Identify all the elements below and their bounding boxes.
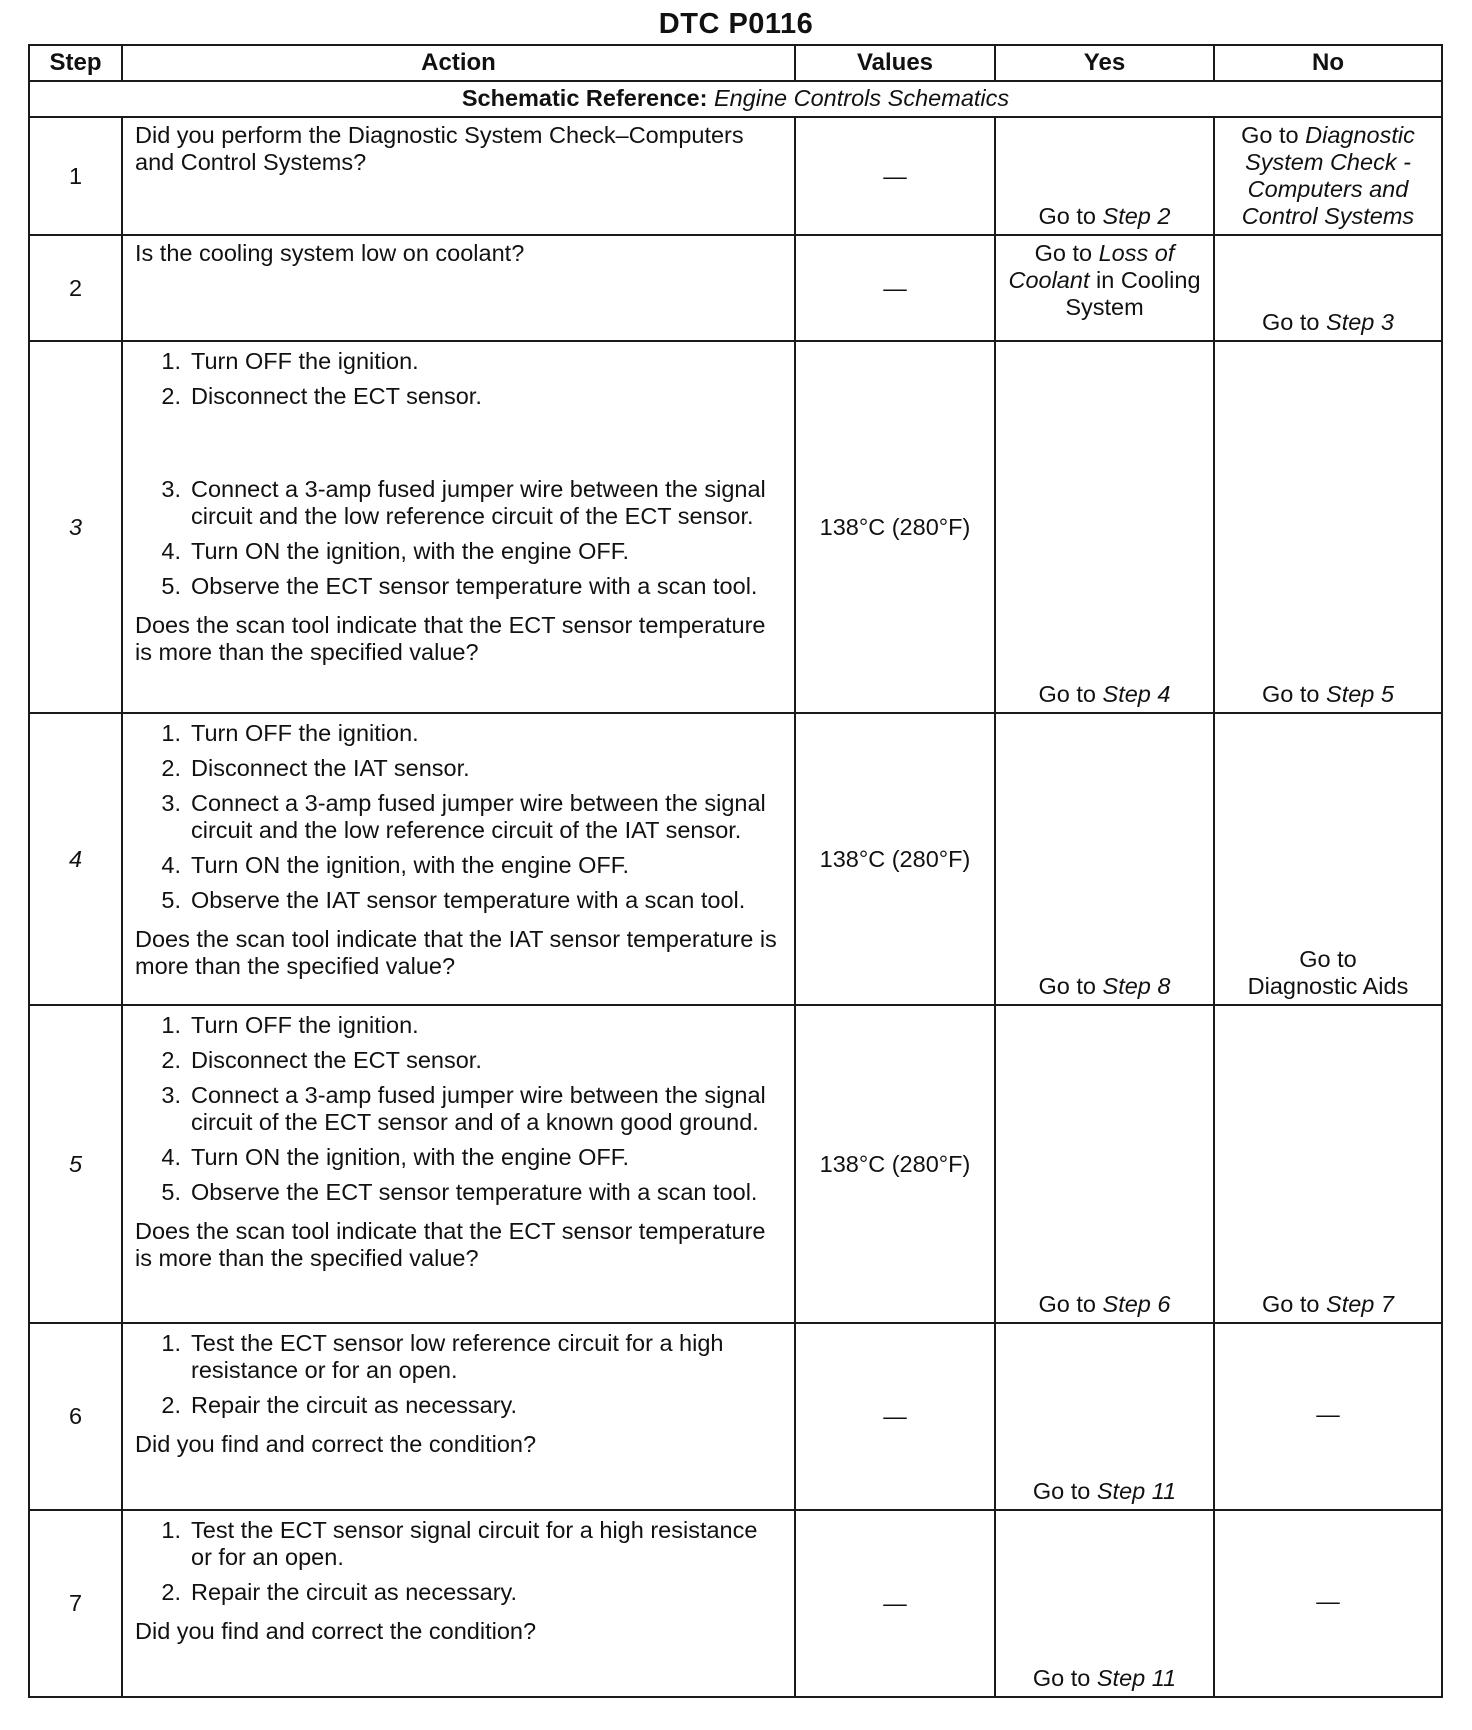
action-question: Does the scan tool indicate that the ECT sensor temperature is more than the specified value?: [135, 612, 766, 666]
yes-link[interactable]: Step 2: [1102, 203, 1171, 230]
action-step: 2. Repair the circuit as necessary.: [161, 1579, 518, 1606]
yes-prefix: Go to: [1038, 973, 1096, 1000]
action-step: 1. Turn OFF the ignition.: [161, 348, 419, 375]
yes-link[interactable]: Step 11: [1096, 1665, 1177, 1692]
value-cell: 138°C (280°F): [795, 341, 995, 713]
yes-link[interactable]: Loss of Coolant: [1008, 240, 1175, 294]
action-cell: [122, 1005, 795, 1323]
no-prefix: Go to: [1299, 946, 1357, 973]
table-row: [29, 1510, 1442, 1697]
value-cell: 138°C (280°F): [795, 1005, 995, 1323]
action-question: Does the scan tool indicate that the IAT sensor temperature is more than the specified value?: [135, 926, 777, 980]
no-cell: [1214, 713, 1442, 1005]
step-number: 1: [29, 117, 122, 235]
no-cell: [1214, 341, 1442, 713]
schematic-reference-link[interactable]: Engine Controls Schematics: [713, 85, 1010, 112]
table-row: [29, 1005, 1442, 1323]
table-row: [29, 1323, 1442, 1510]
action-step: 4. Turn ON the ignition, with the engine OFF.: [161, 852, 630, 879]
value-cell: 138°C (280°F): [795, 713, 995, 1005]
yes-link[interactable]: Step 8: [1102, 973, 1171, 1000]
no-cell: [1214, 1005, 1442, 1323]
yes-cell: [995, 235, 1214, 341]
schematic-reference-label: Schematic Reference:: [461, 85, 708, 112]
yes-cell: [995, 1005, 1214, 1323]
no-cell: —: [1214, 1323, 1442, 1510]
step-number: 2: [29, 235, 122, 341]
yes-prefix: Go to: [1032, 1665, 1091, 1692]
no-prefix: Go to: [1241, 122, 1299, 148]
step-number: 4: [29, 713, 122, 1005]
header-step: Step: [29, 45, 122, 81]
action-step: 4. Turn ON the ignition, with the engine OFF.: [161, 1144, 630, 1171]
action-step: 4. Turn ON the ignition, with the engine OFF.: [161, 538, 630, 565]
yes-link[interactable]: Step 6: [1102, 1291, 1171, 1318]
no-link[interactable]: Step 5: [1326, 681, 1394, 708]
no-prefix: Go to: [1262, 309, 1320, 336]
action-step: 1. Test the ECT sensor low reference circuit for a high resistance or for an open.: [161, 1330, 724, 1384]
action-question: Is the cooling system low on coolant?: [135, 240, 525, 267]
action-cell: [122, 341, 795, 713]
action-steps: [135, 348, 784, 608]
action-question: Did you find and correct the condition?: [135, 1431, 537, 1458]
action-cell: [122, 1323, 795, 1510]
header-row: [29, 45, 1442, 81]
action-cell: [122, 1510, 795, 1697]
action-steps: [135, 1517, 784, 1614]
action-step: 1. Turn OFF the ignition.: [161, 1012, 419, 1039]
yes-prefix: Go to: [1038, 1291, 1096, 1318]
action-step: 3. Connect a 3-amp fused jumper wire between the signal circuit of the ECT sensor and of a known good ground.: [161, 1082, 766, 1136]
value-cell: —: [795, 1323, 995, 1510]
no-link[interactable]: Diagnostic Aids: [1247, 973, 1409, 1000]
schematic-reference-row: [29, 81, 1442, 117]
action-step: 3. Connect a 3-amp fused jumper wire between the signal circuit and the low reference circuit of the ECT sensor.: [161, 476, 766, 530]
action-step: 5. Observe the IAT sensor temperature with a scan tool.: [161, 887, 746, 914]
value-cell: —: [795, 1510, 995, 1697]
yes-cell: [995, 341, 1214, 713]
step-number: 7: [29, 1510, 122, 1697]
action-step: 5. Observe the ECT sensor temperature with a scan tool.: [161, 1179, 758, 1206]
action-steps: [135, 1012, 784, 1214]
action-step: 2. Disconnect the ECT sensor.: [161, 1047, 482, 1074]
yes-cell: [995, 1510, 1214, 1697]
step-number: 5: [29, 1005, 122, 1323]
yes-prefix: Go to: [1038, 681, 1096, 708]
header-yes: Yes: [995, 45, 1214, 81]
table-row: [29, 713, 1442, 1005]
yes-cell: [995, 117, 1214, 235]
table-row: [29, 341, 1442, 713]
action-step: 2. Repair the circuit as necessary.: [161, 1392, 518, 1419]
header-no: No: [1214, 45, 1442, 81]
table-row: [29, 235, 1442, 341]
action-question: Did you perform the Diagnostic System Check–Computers and Control Systems?: [135, 122, 744, 176]
no-link[interactable]: Step 7: [1326, 1291, 1394, 1318]
no-prefix: Go to: [1262, 681, 1320, 708]
action-question: Did you find and correct the condition?: [135, 1618, 537, 1645]
action-step: 1. Turn OFF the ignition.: [161, 720, 419, 747]
header-action: Action: [122, 45, 795, 81]
header-values: Values: [795, 45, 995, 81]
action-step: 1. Test the ECT sensor signal circuit for a high resistance or for an open.: [161, 1517, 758, 1571]
step-number: 3: [29, 341, 122, 713]
value-cell: —: [795, 235, 995, 341]
action-step: 2. Disconnect the IAT sensor.: [161, 755, 470, 782]
action-cell: [122, 117, 795, 235]
value-cell: —: [795, 117, 995, 235]
yes-cell: [995, 713, 1214, 1005]
diagnostic-table: [28, 44, 1443, 1698]
no-cell: [1214, 235, 1442, 341]
no-cell: —: [1214, 1510, 1442, 1697]
schematic-reference: [29, 81, 1442, 117]
yes-prefix: Go to: [1038, 203, 1096, 230]
action-cell: [122, 235, 795, 341]
yes-suffix: in Cooling System: [1065, 267, 1201, 321]
yes-cell: [995, 1323, 1214, 1510]
no-link[interactable]: Diagnostic System Check - Computers and Control Systems: [1241, 122, 1415, 230]
yes-link[interactable]: Step 11: [1096, 1478, 1177, 1505]
no-cell: [1214, 117, 1442, 235]
action-cell: [122, 713, 795, 1005]
yes-prefix: Go to: [1034, 240, 1093, 267]
yes-prefix: Go to: [1032, 1478, 1091, 1505]
no-link[interactable]: Step 3: [1326, 309, 1394, 336]
spacer: [135, 418, 784, 468]
no-prefix: Go to: [1262, 1291, 1320, 1318]
table-row: [29, 117, 1442, 235]
step-number: 6: [29, 1323, 122, 1510]
action-steps: [135, 1330, 784, 1427]
action-step: 5. Observe the ECT sensor temperature with a scan tool.: [161, 573, 758, 600]
action-step: 2. Disconnect the ECT sensor.: [161, 383, 482, 410]
document-title: DTC P0116: [658, 8, 814, 40]
action-step: 3. Connect a 3-amp fused jumper wire between the signal circuit and the low reference circuit of the IAT sensor.: [161, 790, 766, 844]
action-steps: [135, 720, 784, 922]
yes-link[interactable]: Step 4: [1102, 681, 1171, 708]
action-question: Does the scan tool indicate that the ECT sensor temperature is more than the specified value?: [135, 1218, 766, 1272]
